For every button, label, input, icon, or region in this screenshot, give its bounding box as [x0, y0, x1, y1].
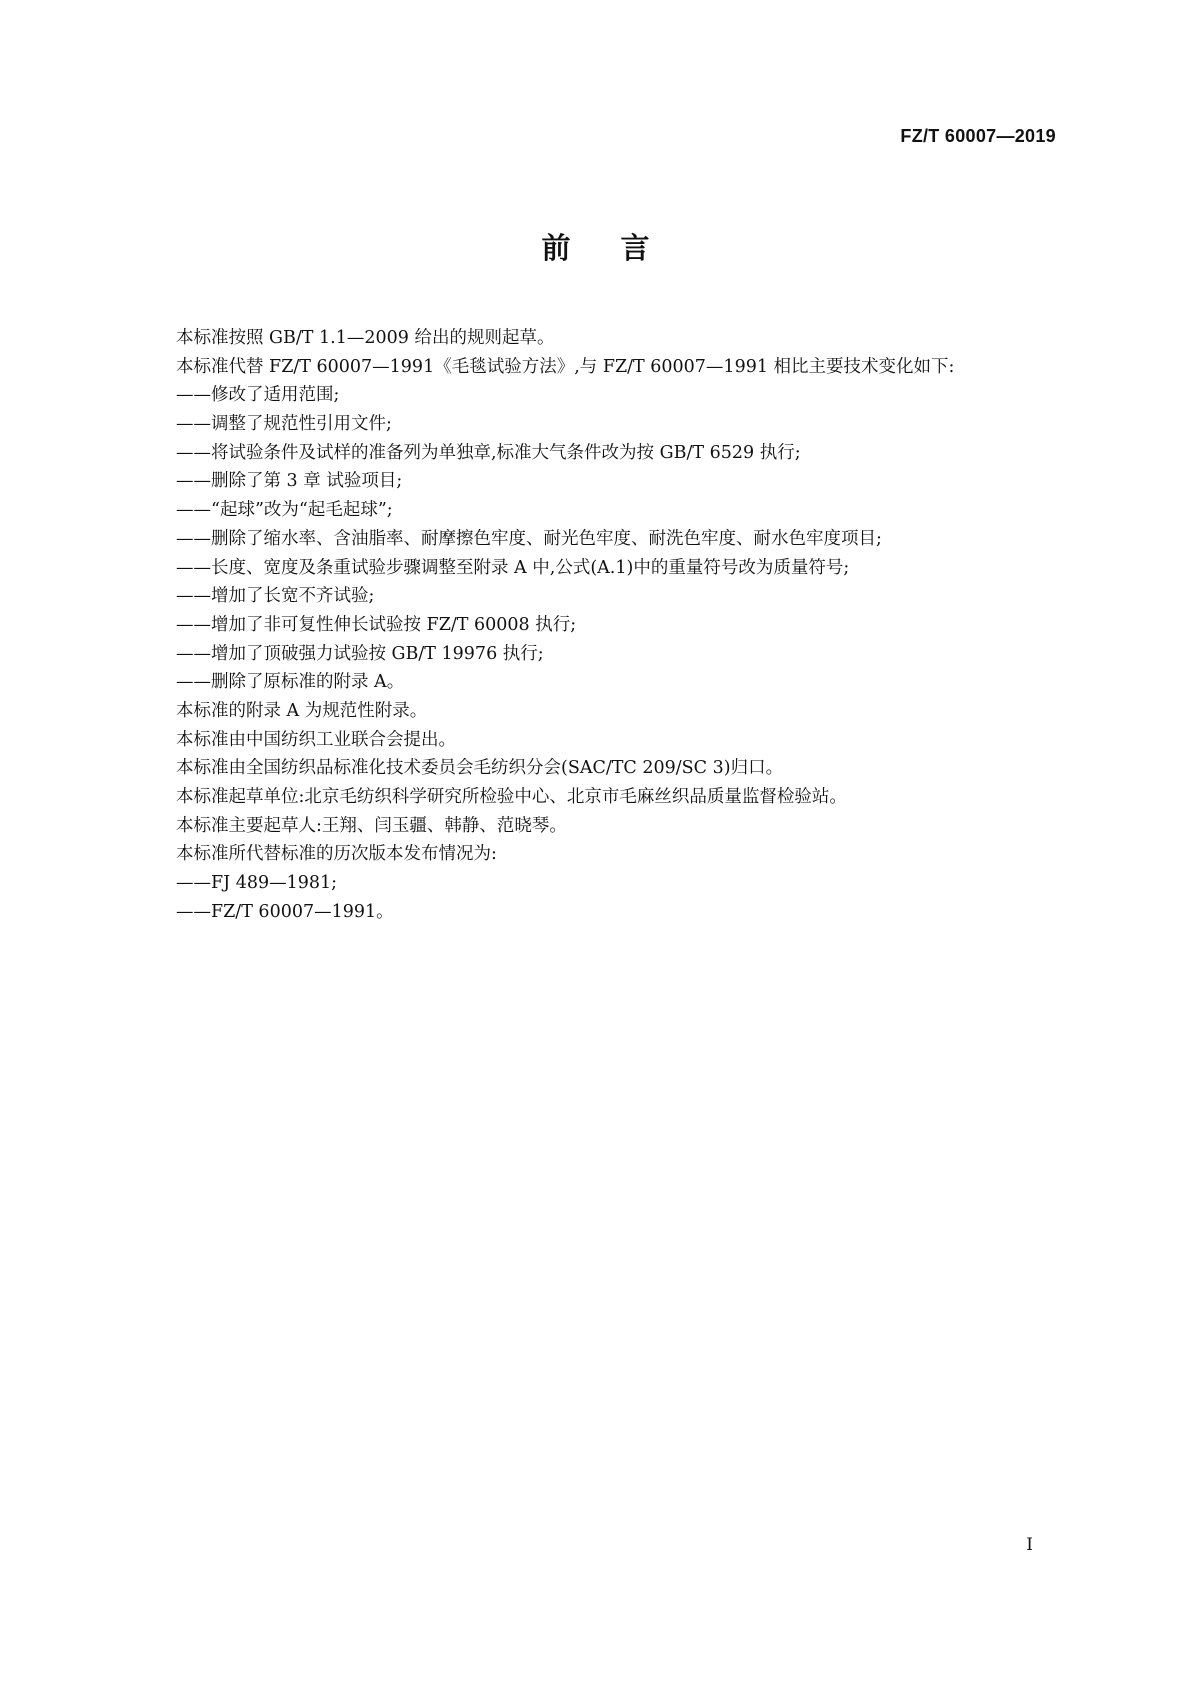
text-line: 本标准的附录 A 为规范性附录。 [176, 700, 428, 721]
text-line: ——增加了长宽不齐试验; [176, 586, 375, 607]
foreword-body [176, 324, 1056, 926]
text-line: ——FZ/T 60007—1991。 [176, 901, 394, 922]
page-number: I [1026, 1535, 1033, 1555]
text-line: ——调整了规范性引用文件; [176, 414, 392, 435]
standard-code: FZ/T 60007—2019 [900, 126, 1056, 146]
text-line: ——将试验条件及试样的准备列为单独章,标准大气条件改为按 GB/T 6529 执行; [176, 442, 801, 463]
text-line: ——增加了顶破强力试验按 GB/T 19976 执行; [176, 643, 544, 664]
text-line: 本标准代替 FZ/T 60007—1991《毛毯试验方法》,与 FZ/T 60007—1991 相比主要技术变化如下: [176, 356, 955, 377]
text-line: 本标准按照 GB/T 1.1—2009 给出的规则起草。 [176, 328, 555, 348]
text-line: ——修改了适用范围; [176, 385, 340, 406]
text-line: 本标准由中国纺织工业联合会提出。 [176, 729, 456, 750]
text-line: ——增加了非可复性伸长试验按 FZ/T 60008 执行; [176, 614, 577, 635]
text-line: 本标准起草单位:北京毛纺织科学研究所检验中心、北京市毛麻丝织品质量监督检验站。 [176, 787, 847, 807]
page-title: 前言 [541, 231, 700, 265]
text-line: ——删除了缩水率、含油脂率、耐摩擦色牢度、耐光色牢度、耐洗色牢度、耐水色牢度项目; [176, 528, 882, 549]
text-line: ——删除了第 3 章 试验项目; [176, 471, 403, 492]
text-line: 本标准所代替标准的历次版本发布情况为: [176, 844, 497, 865]
text-line: ——FJ 489—1981; [176, 873, 338, 894]
text-line: 本标准主要起草人:王翔、闫玉疆、韩静、范晓琴。 [176, 815, 567, 836]
text-line: 本标准由全国纺织品标准化技术委员会毛纺织分会(SAC/TC 209/SC 3)归口。 [176, 758, 784, 779]
text-line: ——删除了原标准的附录 A。 [176, 672, 405, 693]
text-line: ——“起球”改为“起毛起球”; [176, 500, 393, 521]
text-line: ——长度、宽度及条重试验步骤调整至附录 A 中,公式(A.1)中的重量符号改为质量符号; [176, 557, 850, 578]
